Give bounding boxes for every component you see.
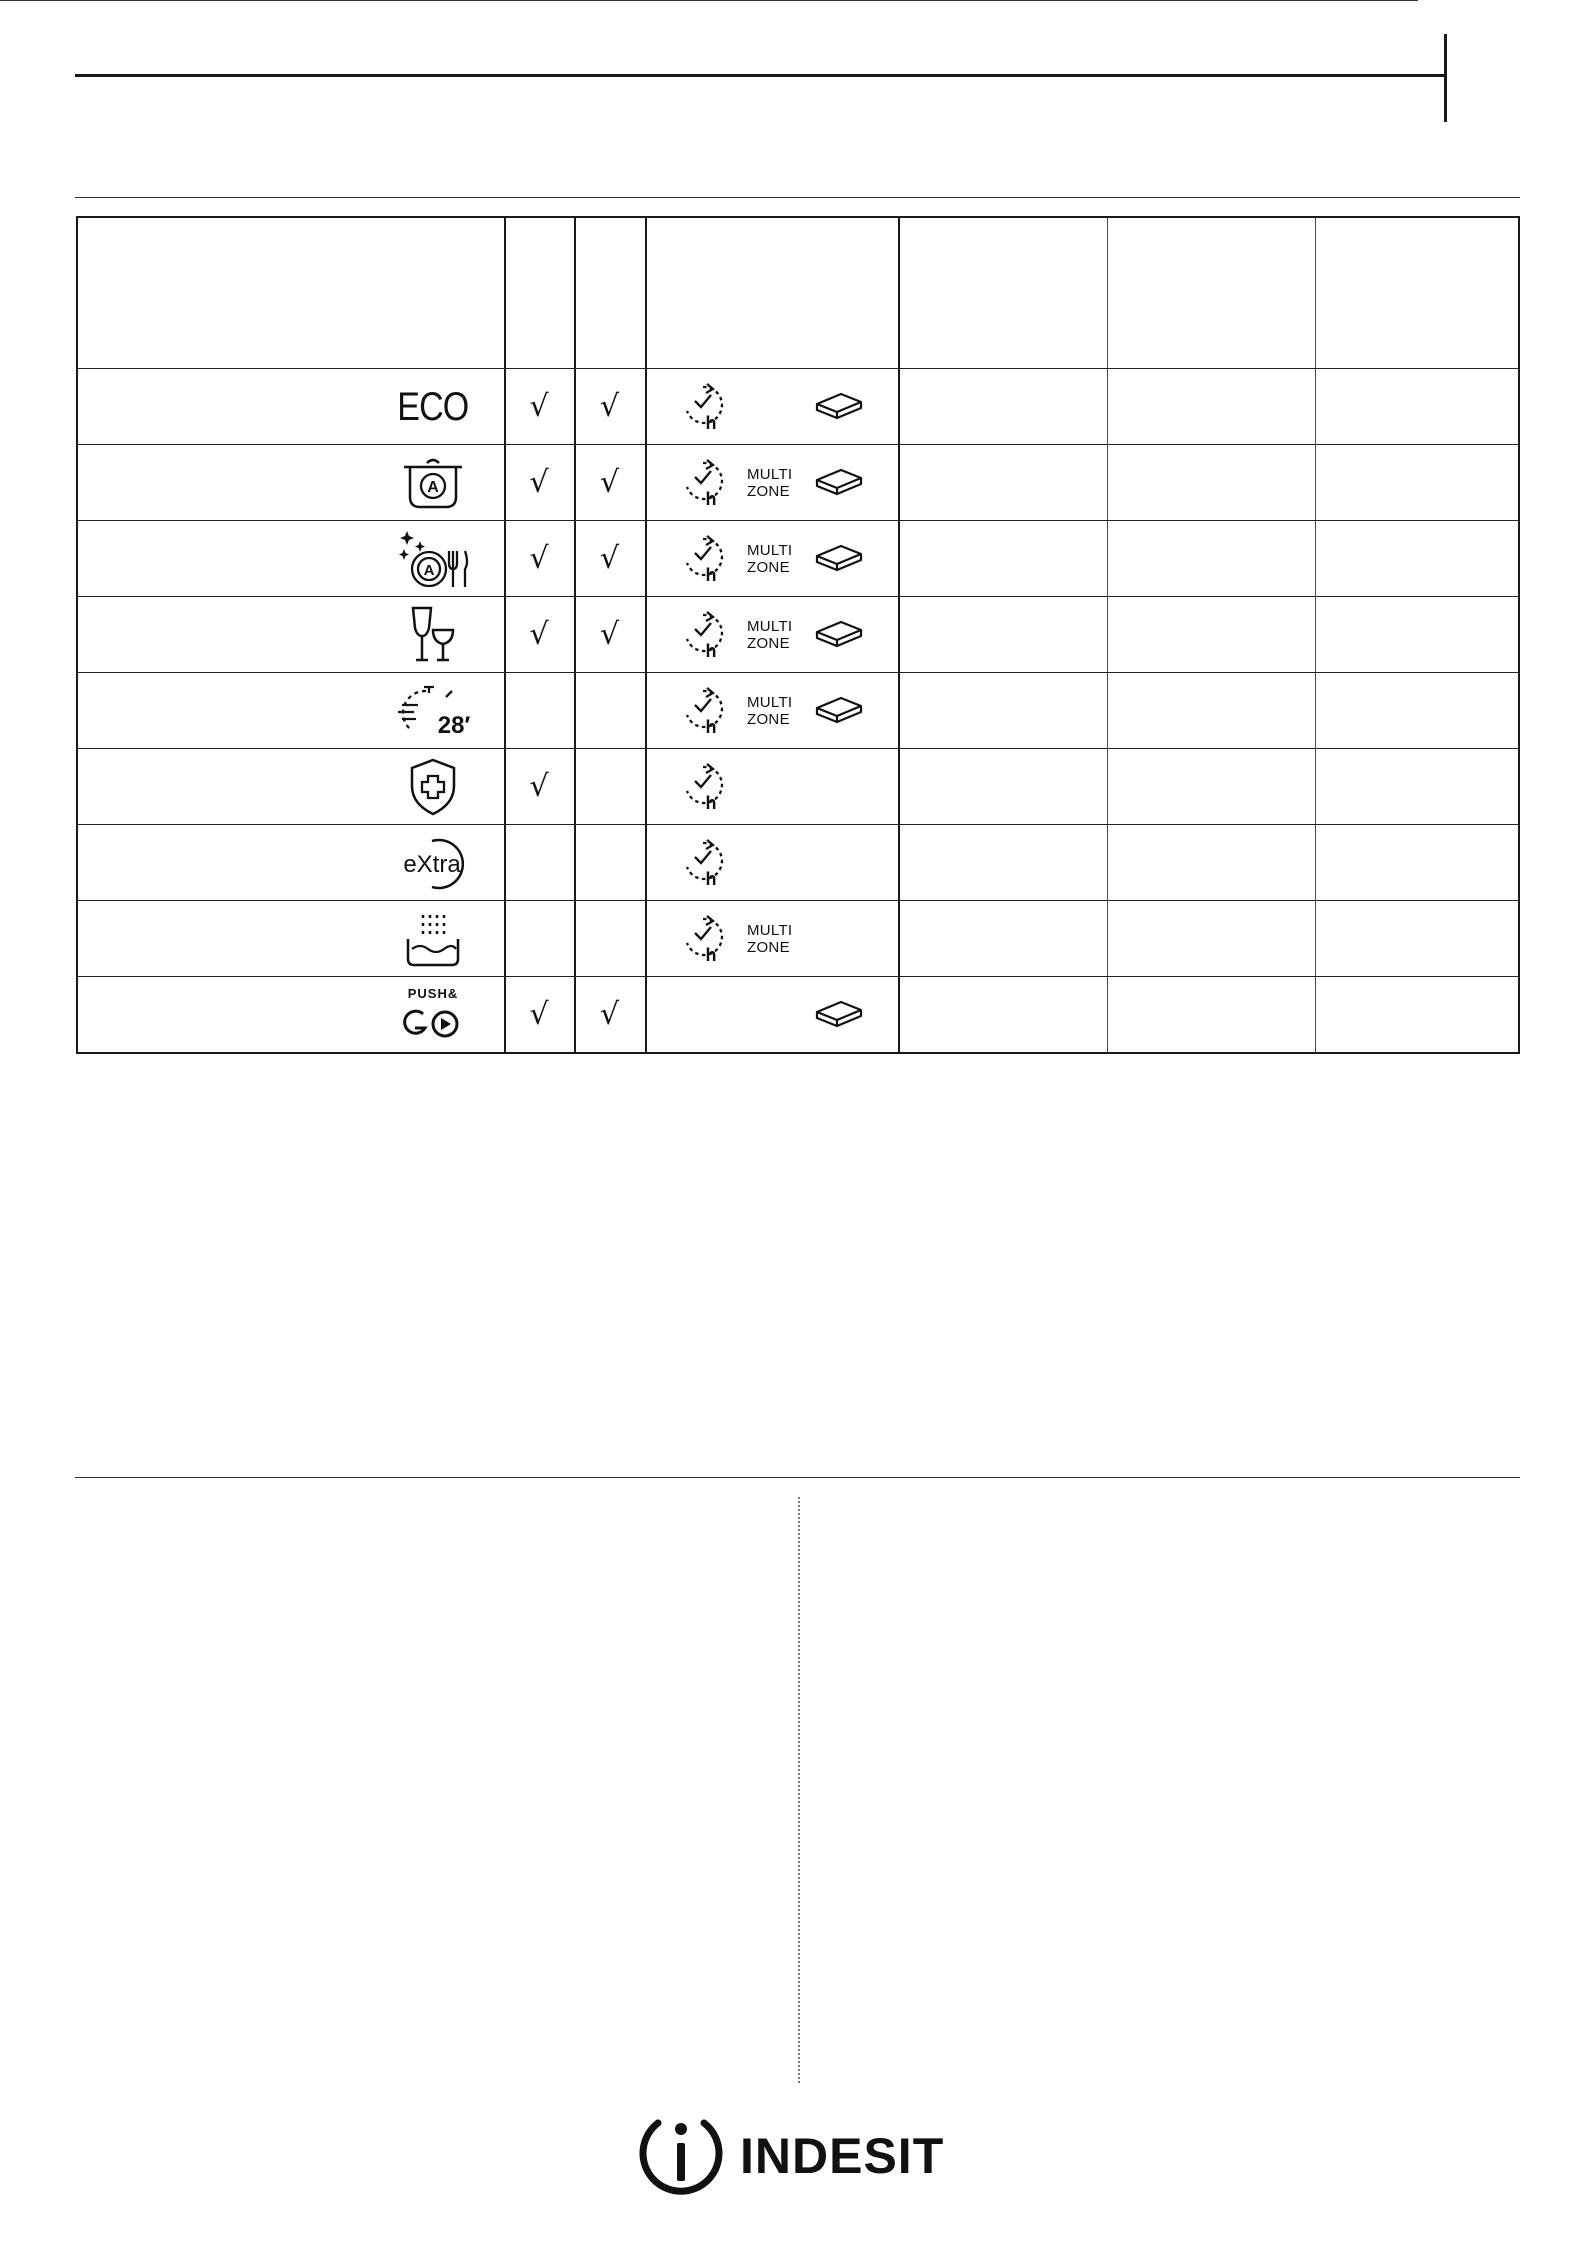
brand-logo — [636, 2111, 944, 2201]
multizone-option — [747, 673, 792, 749]
delay-option — [681, 673, 727, 749]
options-cell — [645, 673, 898, 749]
check-mark: √ — [599, 541, 620, 576]
header-rule — [75, 74, 1447, 77]
multizone-line2: ZONE — [747, 711, 790, 728]
delay-start-icon — [681, 609, 727, 661]
program-icon-cell — [368, 369, 498, 445]
multizone-option — [747, 597, 792, 673]
extra-icon — [392, 835, 474, 891]
multizone-line2: ZONE — [747, 559, 790, 576]
delay-option — [681, 445, 727, 521]
check-mark: √ — [599, 617, 620, 652]
svg-text:h: h — [705, 717, 717, 737]
header-tick — [1444, 34, 1447, 122]
delay-start-icon — [681, 913, 727, 965]
table-row — [78, 520, 1518, 597]
table-row — [78, 900, 1518, 977]
tablet-option — [813, 597, 865, 673]
fast-28-icon — [388, 683, 478, 739]
tablet-option — [813, 977, 865, 1053]
section-rule-top — [75, 197, 1520, 198]
delay-option — [681, 369, 727, 445]
program-icon-cell — [368, 673, 498, 749]
check-cell-2 — [574, 977, 645, 1053]
options-cell — [645, 521, 898, 597]
multizone-line1: MULTI — [747, 922, 793, 939]
pot-a-icon — [400, 453, 466, 513]
tablet-option — [813, 673, 865, 749]
svg-text:h: h — [705, 793, 717, 813]
check-cell-1 — [504, 977, 574, 1053]
check-mark: √ — [529, 541, 549, 576]
program-icon-cell — [368, 597, 498, 673]
tablet-icon — [813, 466, 865, 500]
delay-option — [681, 597, 727, 673]
check-cell-2 — [574, 749, 645, 825]
tablet-option — [813, 369, 865, 445]
check-cell-2 — [574, 597, 645, 673]
check-cell-2 — [574, 445, 645, 521]
table-row — [78, 976, 1518, 1053]
tablet-option — [813, 445, 865, 521]
tablet-option — [813, 521, 865, 597]
check-cell-1 — [504, 749, 574, 825]
delay-start-icon — [681, 381, 727, 433]
check-cell-1 — [504, 901, 574, 977]
multizone-line2: ZONE — [747, 483, 790, 500]
check-cell-2 — [574, 901, 645, 977]
delay-option — [681, 901, 727, 977]
check-mark: √ — [529, 617, 549, 652]
tablet-icon — [813, 998, 865, 1032]
options-cell — [645, 901, 898, 977]
glasses-icon — [405, 604, 461, 666]
delay-start-icon — [681, 685, 727, 737]
delay-start-icon — [681, 761, 727, 813]
shield-cross-icon — [406, 756, 460, 818]
check-cell-1 — [504, 673, 574, 749]
svg-text:h: h — [705, 413, 717, 433]
options-cell — [645, 749, 898, 825]
check-mark: √ — [599, 389, 620, 424]
table-row — [78, 824, 1518, 901]
brand-name: INDESIT — [740, 2128, 945, 2184]
tablet-icon — [813, 390, 865, 424]
section-rule-bottom — [75, 1477, 1520, 1478]
fast-28-label: 28′ — [437, 712, 471, 739]
check-cell-1 — [504, 445, 574, 521]
program-icon-cell — [368, 445, 498, 521]
svg-text:h: h — [705, 489, 717, 509]
table-row — [78, 368, 1518, 445]
check-cell-2 — [574, 673, 645, 749]
sparkle-a-cutlery-icon — [395, 527, 471, 591]
table-row — [78, 672, 1518, 749]
options-cell — [645, 597, 898, 673]
svg-text:h: h — [705, 869, 717, 889]
program-icon-cell — [368, 749, 498, 825]
check-mark: √ — [529, 997, 549, 1032]
push-go-icon — [393, 984, 473, 1046]
check-cell-2 — [574, 521, 645, 597]
options-cell — [645, 825, 898, 901]
check-cell-1 — [504, 369, 574, 445]
delay-option — [681, 825, 727, 901]
check-mark: √ — [599, 997, 620, 1032]
check-cell-2 — [574, 825, 645, 901]
options-cell — [645, 977, 898, 1053]
svg-text:h: h — [705, 945, 717, 965]
tablet-icon — [813, 542, 865, 576]
soak-icon — [402, 909, 464, 969]
multizone-line1: MULTI — [747, 542, 793, 559]
delay-start-icon — [681, 837, 727, 889]
tablet-icon — [813, 618, 865, 652]
delay-option — [681, 749, 727, 825]
multizone-line1: MULTI — [747, 694, 793, 711]
table-row — [78, 596, 1518, 673]
sparkle-a-label: A — [423, 562, 435, 579]
eco-icon: ECO — [397, 384, 469, 429]
multizone-line2: ZONE — [747, 635, 790, 652]
brand-logo-icon — [636, 2111, 726, 2201]
multizone-option — [747, 901, 792, 977]
push-and-label: PUSH& — [407, 986, 459, 1001]
footer-rule — [0, 0, 1418, 1]
options-cell — [645, 445, 898, 521]
multizone-option — [747, 521, 792, 597]
column-divider — [798, 1497, 800, 2083]
check-cell-1 — [504, 597, 574, 673]
check-mark: √ — [599, 465, 620, 500]
delay-option — [681, 521, 727, 597]
delay-start-icon — [681, 533, 727, 585]
multizone-line2: ZONE — [747, 939, 790, 956]
check-cell-1 — [504, 825, 574, 901]
table-row — [78, 748, 1518, 825]
check-mark: √ — [529, 769, 549, 804]
check-cell-1 — [504, 521, 574, 597]
program-icon-cell — [368, 825, 498, 901]
multizone-line1: MULTI — [747, 466, 793, 483]
tablet-icon — [813, 694, 865, 728]
table-row — [78, 444, 1518, 521]
extra-label: eXtra — [403, 851, 461, 878]
program-icon-cell — [368, 901, 498, 977]
svg-text:h: h — [705, 565, 717, 585]
options-cell — [645, 369, 898, 445]
program-table — [76, 216, 1520, 1054]
multizone-line1: MULTI — [747, 618, 793, 635]
multizone-option — [747, 445, 792, 521]
program-icon-cell — [368, 521, 498, 597]
program-icon-cell — [368, 977, 498, 1053]
delay-start-icon — [681, 457, 727, 509]
check-cell-2 — [574, 369, 645, 445]
pot-a-label: A — [427, 479, 439, 496]
svg-text:h: h — [705, 641, 717, 661]
check-mark: √ — [529, 465, 549, 500]
check-mark: √ — [529, 389, 549, 424]
